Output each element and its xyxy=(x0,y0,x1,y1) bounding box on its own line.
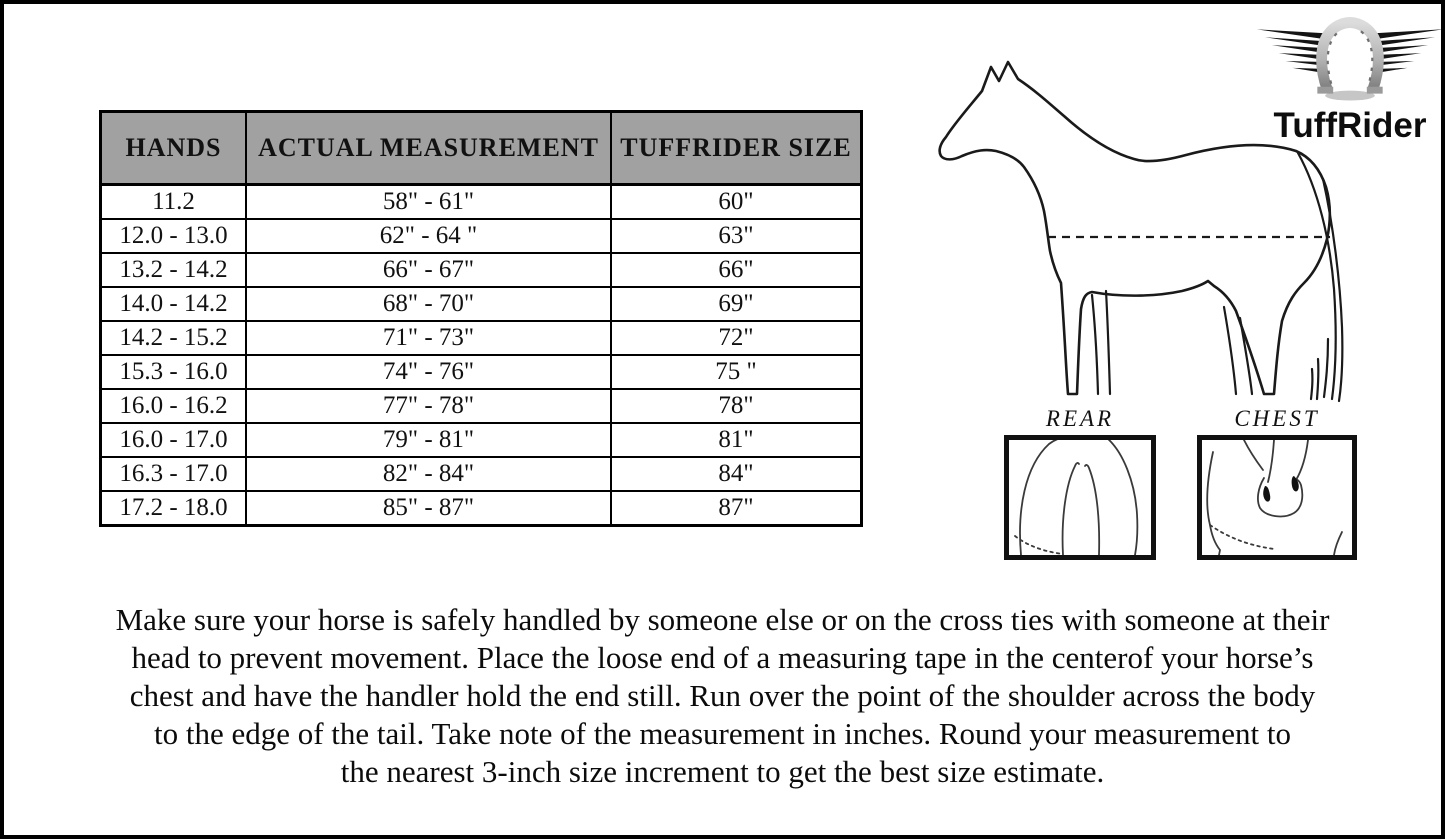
brand-name: TuffRider xyxy=(1273,106,1427,145)
measurement-cell: 71" - 73" xyxy=(246,321,611,355)
size-cell: 87" xyxy=(611,491,862,526)
hands-cell: 13.2 - 14.2 xyxy=(101,253,247,287)
horse-outline-illustration xyxy=(924,59,1364,404)
size-cell: 75 " xyxy=(611,355,862,389)
measurement-header: ACTUAL MEASUREMENT xyxy=(246,112,611,185)
size-cell: 66" xyxy=(611,253,862,287)
instruction-line: chest and have the handler hold the end still. Run over the point of the shoulder across the body xyxy=(129,678,1316,713)
hands-cell: 12.0 - 13.0 xyxy=(101,219,247,253)
size-chart-table xyxy=(99,110,863,527)
size-cell: 84" xyxy=(611,457,862,491)
table-row xyxy=(101,321,862,355)
measurement-cell: 62" - 64 " xyxy=(246,219,611,253)
hands-cell: 16.0 - 17.0 xyxy=(101,423,247,457)
hands-cell: 16.0 - 16.2 xyxy=(101,389,247,423)
chest-view-box xyxy=(1197,435,1357,560)
table-header-row xyxy=(101,112,862,185)
size-cell: 78" xyxy=(611,389,862,423)
instruction-line: Make sure your horse is safely handled by someone else or on the cross ties with someone at their xyxy=(115,602,1330,637)
rear-view-label: REAR xyxy=(1045,406,1115,431)
table-row xyxy=(101,287,862,321)
rear-view-drawing xyxy=(1009,440,1151,555)
instruction-line: the nearest 3-inch size increment to get the best size estimate. xyxy=(340,754,1105,789)
size-cell: 60" xyxy=(611,185,862,220)
size-cell: 69" xyxy=(611,287,862,321)
size-header: TUFFRIDER SIZE xyxy=(611,112,862,185)
size-cell: 63" xyxy=(611,219,862,253)
table-row xyxy=(101,219,862,253)
hands-cell: 14.0 - 14.2 xyxy=(101,287,247,321)
measurement-cell: 79" - 81" xyxy=(246,423,611,457)
table-row xyxy=(101,253,862,287)
measurement-cell: 82" - 84" xyxy=(246,457,611,491)
hands-header: HANDS xyxy=(101,112,247,185)
measuring-instructions xyxy=(24,601,1421,791)
measurement-cell: 77" - 78" xyxy=(246,389,611,423)
table-row xyxy=(101,491,862,526)
hands-cell: 15.3 - 16.0 xyxy=(101,355,247,389)
hands-cell: 11.2 xyxy=(101,185,247,220)
hands-cell: 16.3 - 17.0 xyxy=(101,457,247,491)
measurement-cell: 74" - 76" xyxy=(246,355,611,389)
rear-view-box xyxy=(1004,435,1156,560)
measurement-cell: 85" - 87" xyxy=(246,491,611,526)
table-row xyxy=(101,355,862,389)
size-cell: 72" xyxy=(611,321,862,355)
table-row xyxy=(101,457,862,491)
right-wing xyxy=(1375,29,1443,73)
size-cell: 81" xyxy=(611,423,862,457)
chest-view-label: CHEST xyxy=(1234,406,1320,431)
measurement-cell: 68" - 70" xyxy=(246,287,611,321)
hands-cell: 14.2 - 15.2 xyxy=(101,321,247,355)
measurement-cell: 66" - 67" xyxy=(246,253,611,287)
table-row xyxy=(101,389,862,423)
table-row xyxy=(101,423,862,457)
hands-cell: 17.2 - 18.0 xyxy=(101,491,247,526)
horse-body-outline xyxy=(940,62,1330,394)
chest-view-drawing xyxy=(1202,440,1352,555)
table-row xyxy=(101,185,862,220)
instruction-line: head to prevent movement. Place the loose end of a measuring tape in the centerof your horse’s xyxy=(131,640,1314,675)
far-front-leg xyxy=(1092,291,1110,394)
instruction-line: to the edge of the tail. Take note of the measurement in inches. Round your measurement to xyxy=(153,716,1292,751)
measurement-cell: 58" - 61" xyxy=(246,185,611,220)
